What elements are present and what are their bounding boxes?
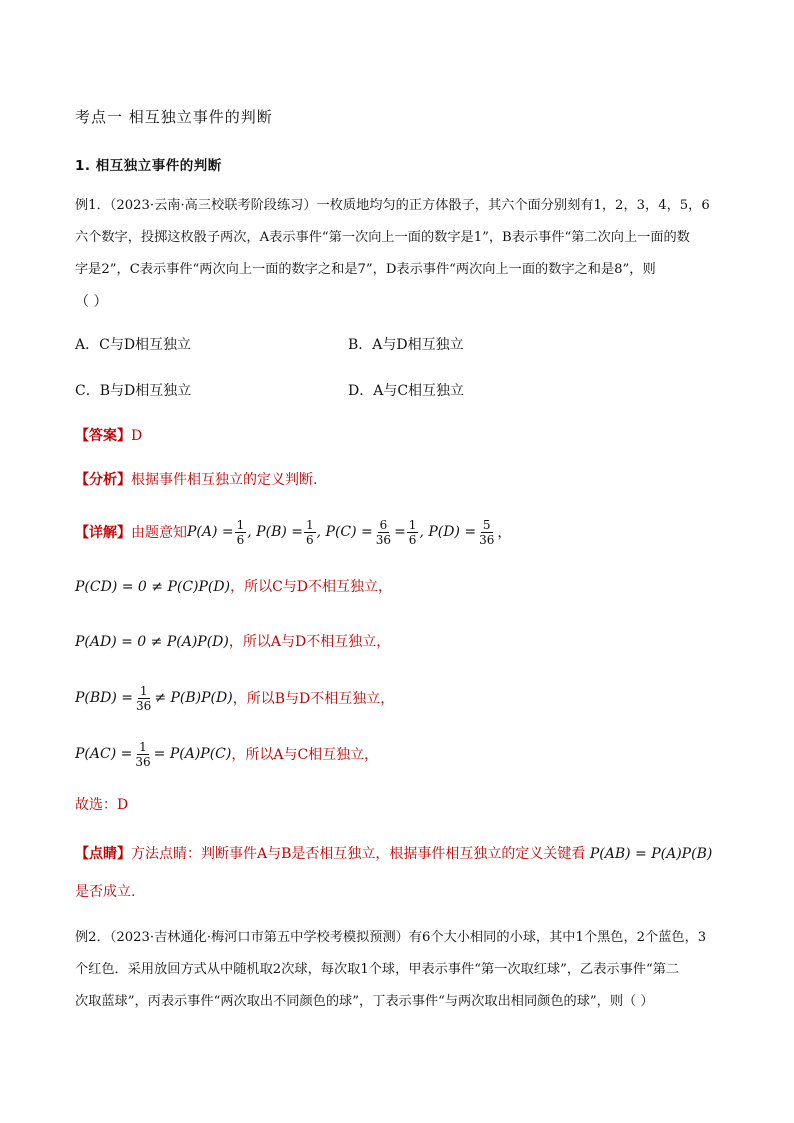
analysis-tag: 【分析】	[75, 472, 131, 488]
detail-lead: 由题意知	[131, 525, 187, 541]
answer-line	[75, 426, 142, 446]
detail-line	[75, 512, 511, 552]
analysis-text: 根据事件相互独立的定义判断.	[131, 472, 318, 488]
prob-c-label: , P(C) =	[316, 524, 373, 540]
answer-tag: 【答案】	[75, 428, 131, 444]
option-d: D．A与C相互独立	[348, 383, 465, 399]
detail-tag: 【详解】	[75, 525, 131, 541]
prob-d-label: , P(D) =	[419, 524, 477, 540]
prob-c-fraction-2: $\frac{1}{6}$	[408, 517, 417, 547]
prob-c-fraction-1: $\frac{6}{36}$	[375, 517, 392, 547]
step-2: P(AD) = 0 ≠ P(A)P(D)，所以A与D不相互独立，	[75, 634, 391, 650]
example1-line2: 六个数字，投掷这枚骰子两次，A表示事件“第一次向上一面的数字是1”，B表示事件“第二次向上一面的数	[75, 230, 690, 245]
section-subtitle: 1. 相互独立事件的判断	[75, 158, 222, 174]
step-3: P(BD) = $\frac{1}{36}$ ≠ P(B)P(D) ，所以B与D不相互独立，	[75, 683, 395, 713]
prob-c-eq: =	[394, 524, 406, 540]
prob-a-label: P(A) =	[187, 524, 234, 540]
example2-line2: 个红色．采用放回方式从中随机取2次球，每次取1个球，甲表示事件“第一次取红球”，乙表示事件“第二	[75, 962, 680, 977]
answer-value: D	[131, 428, 143, 444]
step-4: P(AC) = $\frac{1}{36}$ = P(A)P(C) ，所以A与C相互独立，	[75, 739, 379, 769]
prob-end: ，	[497, 525, 512, 541]
tip-line2: 是否成立.	[75, 884, 136, 900]
option-b: B．A与D相互独立	[348, 337, 464, 353]
example1-line4: （ ）	[75, 294, 108, 310]
example2-line1: 例2．（2023·吉林通化·梅河口市第五中学校考模拟预测）有6个大小相同的小球，其中1个黑色，2个蓝色，3	[75, 930, 707, 945]
choose-line: 故选：D	[75, 797, 129, 813]
prob-a-fraction: $\frac{1}{6}$	[236, 517, 245, 547]
tip-line1: 【点睛】方法点睛：判断事件A与B是否相互独立，根据事件相互独立的定义关键看 P(AB) = P(A)P(B)	[75, 846, 713, 862]
prob-b-fraction: $\frac{1}{6}$	[306, 517, 314, 547]
option-a: A．C与D相互独立	[75, 337, 192, 353]
option-c: C．B与D相互独立	[75, 383, 192, 399]
example2-line3: 次取蓝球”，丙表示事件“两次取出不同颜色的球”，丁表示事件“与两次取出相同颜色的球”，则（ ）	[75, 994, 654, 1009]
section-title: 考点一 相互独立事件的判断	[75, 108, 273, 126]
step-1: P(CD) = 0 ≠ P(C)P(D)，所以C与D不相互独立，	[75, 579, 393, 595]
prob-d-fraction: $\frac{5}{36}$	[479, 517, 495, 547]
example1-line1: 例1．（2023·云南·高三校联考阶段练习）一枚质地均匀的正方体骰子，其六个面分别刻有1，2，3，4，5，6	[75, 198, 710, 213]
analysis-line	[75, 470, 317, 490]
prob-b-label: , P(B) =	[247, 524, 303, 540]
example1-line3: 字是2”，C表示事件“两次向上一面的数字之和是7”，D表示事件“两次向上一面的数字之和是8”，则	[75, 262, 656, 277]
